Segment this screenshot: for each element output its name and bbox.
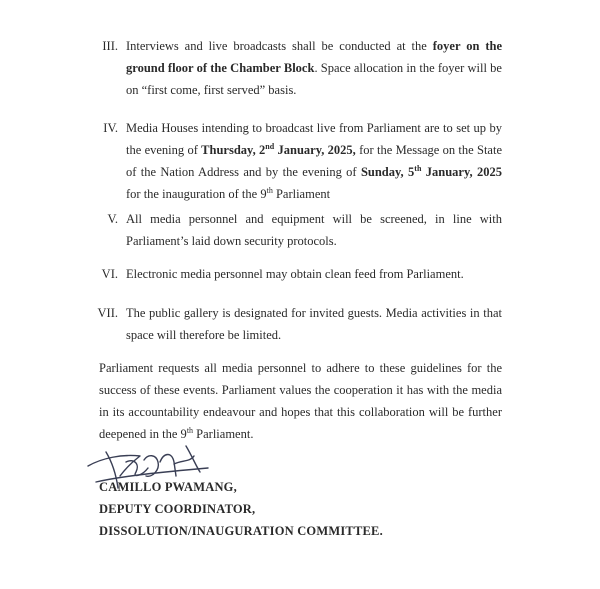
item-text	[126, 208, 502, 252]
text-segment: January, 2025	[421, 165, 502, 179]
signature-block	[99, 476, 383, 542]
item-text	[126, 263, 502, 285]
text-segment: th	[414, 163, 422, 173]
signatory-committee: DISSOLUTION/INAUGURATION COMMITTEE.	[99, 524, 383, 538]
text-segment: th	[186, 425, 194, 435]
text-segment: for the inauguration of the 9	[126, 187, 267, 201]
text-segment: foyer on the ground floor of the Chamber Block	[126, 39, 502, 75]
item-number: V.	[107, 212, 118, 226]
item-text	[126, 35, 502, 101]
text-segment: Sunday, 5	[360, 165, 415, 179]
item-number: IV.	[103, 121, 118, 135]
text-segment: nd	[265, 141, 275, 151]
text-segment: th	[266, 185, 273, 195]
text-segment: Parliament	[272, 187, 331, 201]
item-number: VII.	[97, 306, 118, 320]
text-segment: Parliament.	[193, 427, 254, 441]
text-segment: Thursday, 2	[201, 143, 266, 157]
text-segment: Media Houses intending to broadcast live from Parliament are to set up by the evening of	[126, 121, 502, 157]
text-segment: January, 2025,	[274, 143, 356, 157]
text-segment: All media personnel and equipment will be screened, in line with Parliament’s laid down security protocols.	[126, 212, 502, 248]
item-text	[126, 117, 502, 205]
text-segment: . Space allocation in the foyer will be on “first come, first served” basis.	[126, 61, 502, 97]
text-segment: Interviews and live broadcasts shall be conducted at the	[126, 39, 433, 53]
text-segment: Electronic media personnel may obtain clean feed from Parliament.	[126, 267, 464, 281]
text-segment: The public gallery is designated for invited guests. Media activities in that space will therefore be limited.	[126, 306, 502, 342]
text-segment: Parliament requests all media personnel to adhere to these guidelines for the success of these events. Parliament values the cooperation it has with the media in its accountability endeavour and hopes that this collaboration will be further deepened in the 9	[99, 361, 502, 441]
text-segment: for the Message on the State of the Nation Address and by the evening of	[126, 143, 502, 179]
item-number: III.	[102, 39, 118, 53]
signatory-title: DEPUTY COORDINATOR,	[99, 502, 256, 516]
item-text	[126, 302, 502, 346]
signatory-name: CAMILLO PWAMANG,	[99, 480, 237, 494]
item-number: VI.	[101, 267, 118, 281]
